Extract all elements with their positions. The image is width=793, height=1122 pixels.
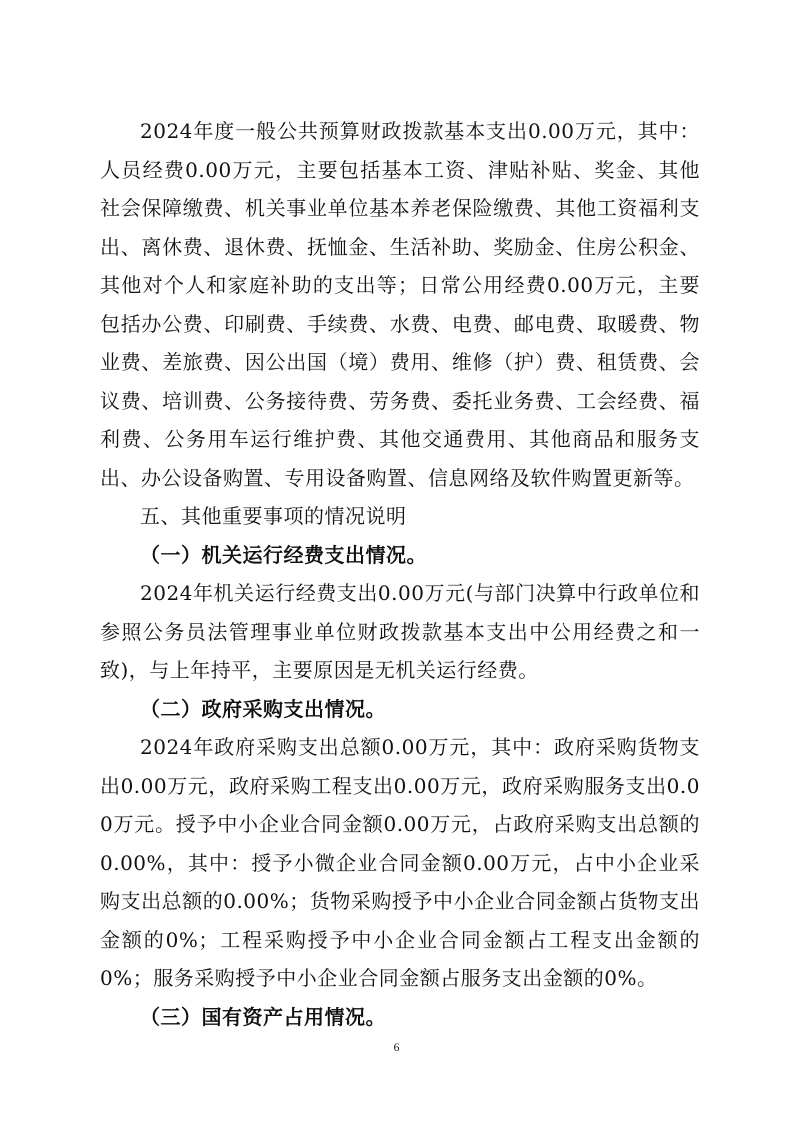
- subsection-heading-operating-expenses: （一）机关运行经费支出情况。: [140, 542, 427, 567]
- paragraph-operating-expenses: 2024年机关运行经费支出0.00万元(与部门决算中行政单位和参照公务员法管理事业单位财政拨款基本支出中公用经费之和一致)，与上年持平，主要原因是无机关运行经费。: [100, 581, 700, 682]
- paragraph-procurement: 2024年政府采购支出总额0.00万元，其中：政府采购货物支出0.00万元，政府采购工程支出0.00万元，政府采购服务支出0.00万元。授予中小企业合同金额0.00万元，占政府采购支出总额的0.00%，其中：授予小微企业合同金额0.00万元，占中小企业采购支出总额的0.00%；货物采购授予中小企业合同金额占货物支出金额的0%；工程采购授予中小企业合同金额占工程支出金额的0%；服务采购授予中小企业合同金额占服务支出金额的0%。: [100, 735, 700, 990]
- subsection-heading-procurement: （二）政府采购支出情况。: [140, 696, 386, 721]
- paragraph-basic-expenditure: 2024年度一般公共预算财政拨款基本支出0.00万元，其中：人员经费0.00万元，主要包括基本工资、津贴补贴、奖金、其他社会保障缴费、机关事业单位基本养老保险缴费、其他工资福利支出、离休费、退休费、抚恤金、生活补助、奖励金、住房公积金、其他对个人和家庭补助的支出等；日常公用经费0.00万元，主要包括办公费、印刷费、手续费、水费、电费、邮电费、取暖费、物业费、差旅费、因公出国（境）费用、维修（护）费、租赁费、会议费、培训费、公务接待费、劳务费、委托业务费、工会经费、福利费、公务用车运行维护费、其他交通费用、其他商品和服务支出、办公设备购置、专用设备购置、信息网络及软件购置更新等。: [100, 119, 700, 490]
- page-number: 6: [393, 1040, 400, 1054]
- section-heading-other-matters: 五、其他重要事项的情况说明: [140, 504, 407, 528]
- subsection-heading-state-assets: （三）国有资产占用情况。: [140, 1004, 386, 1029]
- document-body: [100, 112, 700, 1036]
